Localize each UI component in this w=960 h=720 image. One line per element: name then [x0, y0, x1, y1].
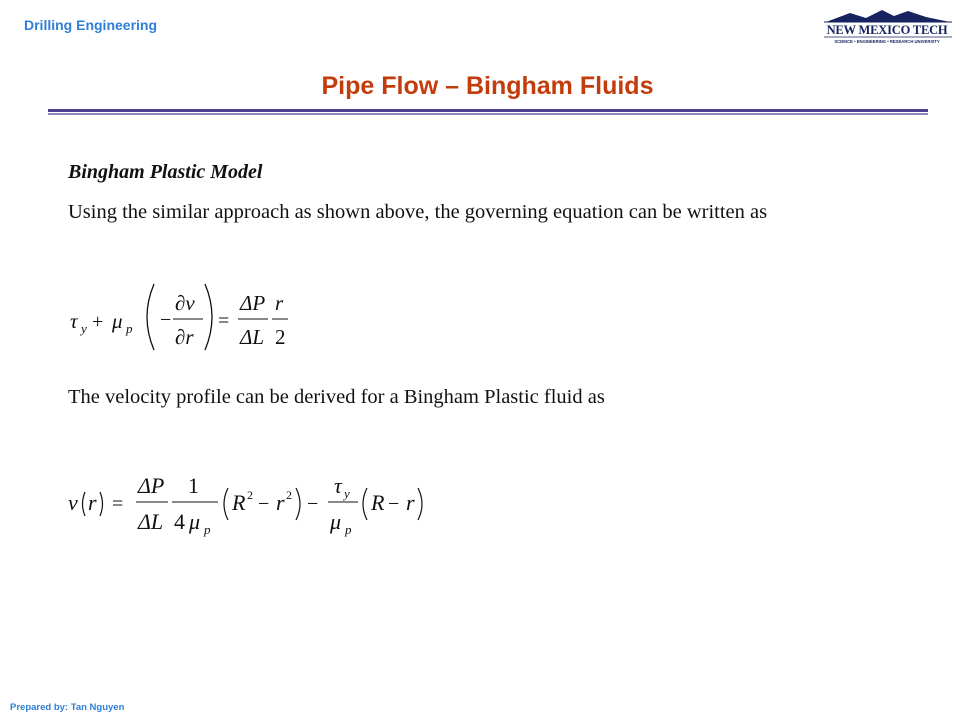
- eq2-minus-1: −: [258, 493, 270, 515]
- section-heading: Bingham Plastic Model: [68, 161, 263, 183]
- eq1-equals: =: [218, 310, 230, 332]
- eq2-R-2: R: [371, 490, 385, 515]
- eq2-r-2: r: [276, 490, 285, 515]
- eq2-bracket-close-1: [296, 488, 300, 520]
- eq2-paren-close: [100, 492, 103, 516]
- eq1-mu-sub: p: [126, 321, 133, 336]
- eq1-dp: ΔP: [240, 291, 266, 315]
- eq2-bracket-close-2: [418, 488, 422, 520]
- eq2-minus-3: −: [388, 493, 400, 515]
- eq2-v: v: [68, 490, 78, 515]
- eq2-dl: ΔL: [138, 509, 164, 534]
- eq1-dr: ∂r: [175, 325, 194, 349]
- eq2-r: r: [88, 490, 97, 515]
- logo-tagline: SCIENCE • ENGINEERING • RESEARCH UNIVERSITY: [834, 39, 940, 44]
- eq2-tau-sub: y: [344, 486, 350, 501]
- eq2-r-3: r: [406, 490, 415, 515]
- velocity-profile-equation: [60, 468, 440, 548]
- eq1-r: r: [275, 291, 284, 315]
- eq1-tau: τ: [70, 309, 78, 333]
- eq2-bracket-open-2: [363, 488, 367, 520]
- eq2-mu: μ: [189, 509, 201, 534]
- eq1-two: 2: [275, 325, 286, 349]
- eq1-minus: −: [160, 309, 172, 331]
- eq2-sup-2: 2: [286, 488, 292, 502]
- university-logo: [822, 8, 954, 50]
- eq2-tau: τ: [334, 473, 342, 498]
- eq1-mu: μ: [112, 309, 123, 333]
- eq2-R: R: [232, 490, 246, 515]
- title-divider: [48, 109, 928, 115]
- eq2-one: 1: [188, 473, 199, 498]
- eq2-mu-sub: p: [204, 522, 211, 537]
- eq1-dv: ∂v: [175, 291, 195, 315]
- governing-equation: [64, 282, 304, 354]
- eq1-plus: +: [92, 311, 104, 333]
- section-label: Drilling Engineering: [24, 17, 158, 33]
- eq1-tau-sub: y: [81, 321, 87, 336]
- velocity-paragraph: The velocity profile can be derived for a Bingham Plastic fluid as: [68, 386, 605, 408]
- footer-credit: Prepared by: Tan Nguyen: [10, 702, 125, 713]
- eq2-bracket-open-1: [224, 488, 228, 520]
- eq2-mu-2: μ: [330, 509, 342, 534]
- eq1-right-paren: [205, 284, 212, 350]
- intro-paragraph: Using the similar approach as shown above, the governing equation can be written as: [68, 201, 768, 223]
- eq2-mu-sub-2: p: [345, 522, 352, 537]
- eq2-paren-open: [83, 492, 86, 516]
- eq1-left-paren: [147, 284, 154, 350]
- eq1-dl: ΔL: [240, 325, 265, 349]
- eq2-minus-2: −: [307, 493, 319, 515]
- eq2-dp: ΔP: [138, 473, 165, 498]
- eq2-four: 4: [174, 509, 185, 534]
- eq2-sup-1: 2: [247, 488, 253, 502]
- logo-name: NEW MEXICO TECH: [826, 23, 948, 37]
- slide-title: Pipe Flow – Bingham Fluids: [321, 72, 654, 100]
- eq2-equals: =: [112, 493, 124, 515]
